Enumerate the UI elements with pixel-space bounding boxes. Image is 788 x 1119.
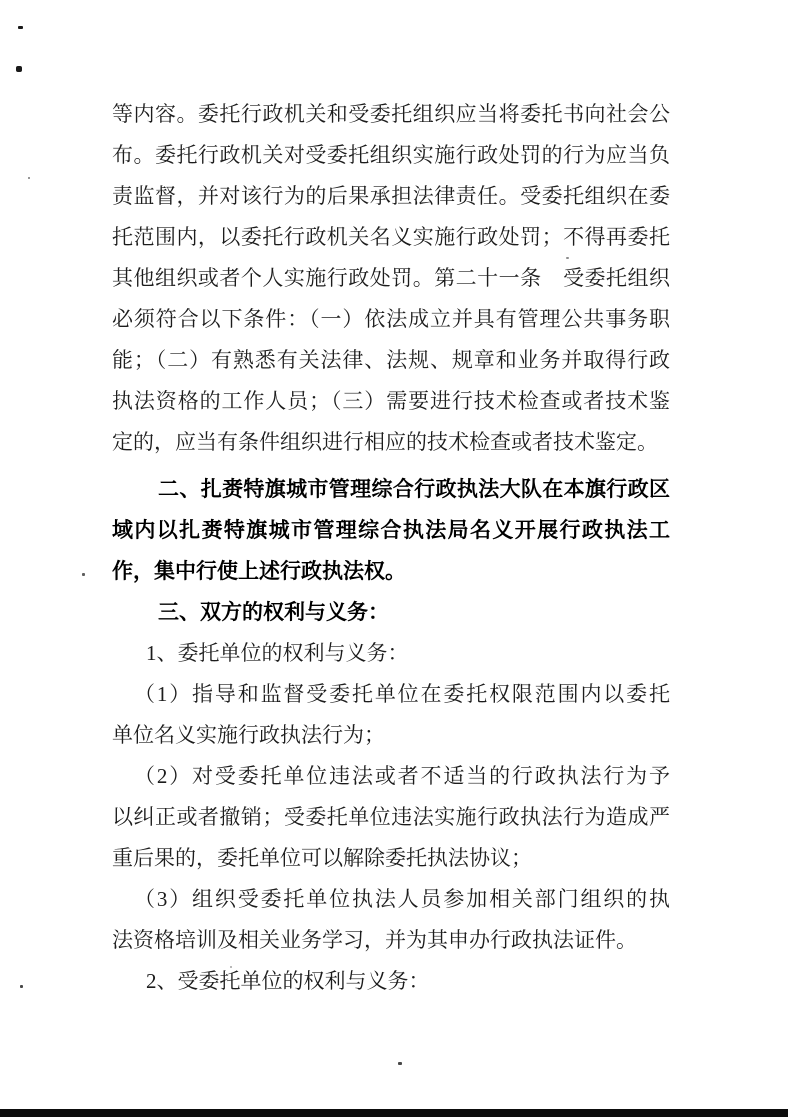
document-line: 能；（二）有熟悉有关法律、法规、规章和业务并取得行政: [112, 348, 670, 372]
document-line: 其他组织或者个人实施行政处罚。第二十一条 受委托组织: [112, 266, 670, 290]
document-line: 责监督，并对该行为的后果承担法律责任。受委托组织在委: [112, 184, 670, 208]
document-line: 二、扎赉特旗城市管理综合行政执法大队在本旗行政区: [158, 478, 670, 501]
document-line: 托范围内，以委托行政机关名义实施行政处罚；不得再委托: [112, 225, 670, 249]
scan-speck: [18, 26, 23, 29]
document-line: （3）组织受委托单位执法人员参加相关部门组织的执: [134, 887, 670, 911]
document-line: 三、双方的权利与义务：: [158, 601, 389, 624]
document-line: 单位名义实施行政执法行为；: [112, 723, 385, 747]
document-line: 2、受委托单位的权利与义务：: [146, 969, 430, 993]
document-line: 执法资格的工作人员；（三）需要进行技术检查或者技术鉴: [112, 389, 670, 413]
scan-speck: [398, 1062, 402, 1065]
document-line: （1）指导和监督受委托单位在委托权限范围内以委托: [134, 682, 670, 706]
document-line: 定的，应当有条件组织进行相应的技术检查或者技术鉴定。: [112, 430, 658, 454]
document-line: 布。委托行政机关对受委托组织实施行政处罚的行为应当负: [112, 143, 670, 167]
scan-speck: [28, 177, 30, 179]
document-text-block: [112, 94, 670, 1002]
scan-speck: [82, 573, 85, 576]
document-line: 以纠正或者撤销；受委托单位违法实施行政执法行为造成严: [112, 805, 670, 829]
document-line: 法资格培训及相关业务学习，并为其申办行政执法证件。: [112, 928, 637, 952]
scan-speck: [16, 66, 22, 72]
document-line: 等内容。委托行政机关和受委托组织应当将委托书向社会公: [112, 102, 670, 126]
document-line: 1、委托单位的权利与义务：: [146, 641, 409, 665]
document-line: 必须符合以下条件：（一）依法成立并具有管理公共事务职: [112, 307, 670, 331]
document-line: （2）对受委托单位违法或者不适当的行政执法行为予: [134, 764, 670, 788]
document-line: 作，集中行使上述行政执法权。: [112, 560, 406, 583]
document-line: 重后果的，委托单位可以解除委托执法协议；: [112, 846, 532, 870]
scan-edge-artifact: [0, 1109, 788, 1117]
document-line: 域内以扎赉特旗城市管理综合执法局名义开展行政执法工: [112, 519, 670, 542]
scan-speck: [20, 985, 23, 988]
